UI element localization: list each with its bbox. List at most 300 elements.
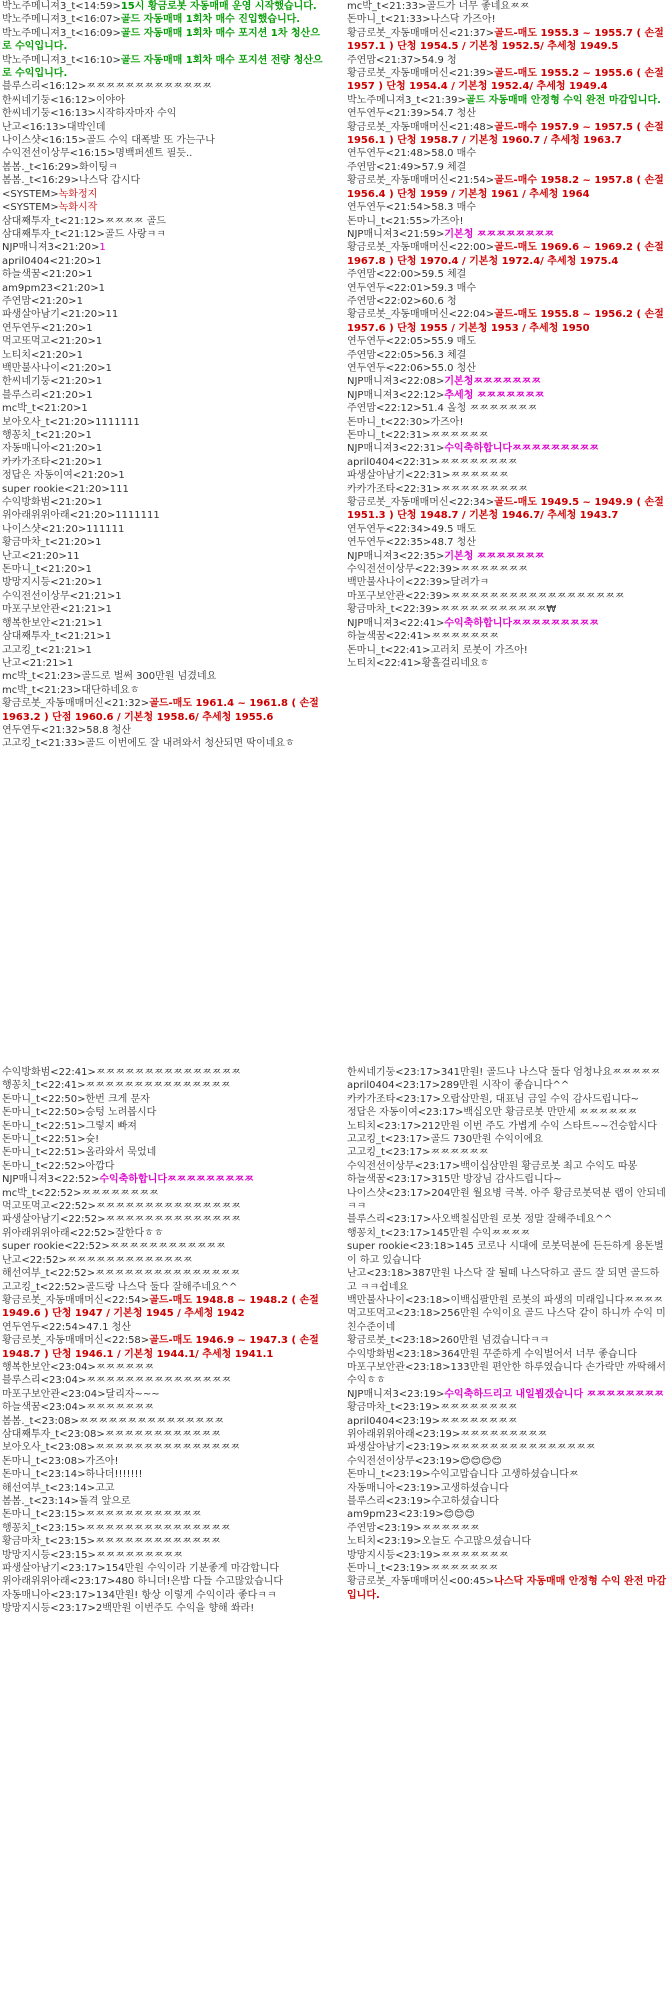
chat-nickname: 블루스리<21:20>	[2, 389, 87, 401]
chat-nickname: 행꽁치_t<23:17>	[347, 1227, 431, 1239]
chat-text: 골드 수익 대폭발 또 가는구나	[86, 135, 215, 147]
chat-message	[0, 389, 325, 402]
chat-nickname: 돈마니_t<22:51>	[2, 1147, 86, 1159]
chat-nickname: mc박_t<21:33>	[347, 1, 427, 12]
chat-message	[345, 1388, 670, 1401]
chat-message	[345, 1535, 670, 1548]
chat-message	[345, 1173, 670, 1186]
chat-message	[345, 362, 670, 375]
chat-message	[0, 1374, 325, 1387]
chat-nickname: 수익전선이상무<22:39>	[347, 564, 461, 576]
chat-nickname: 황금마차_t<22:39>	[347, 604, 441, 616]
chat-text: 골드 사랑ㅋㅋ	[104, 228, 166, 240]
chat-message	[0, 670, 325, 683]
chat-text: 54.9 청	[421, 54, 457, 66]
chat-nickname: 고고킹_t<21:33>	[2, 738, 86, 750]
chat-message	[345, 1227, 670, 1240]
chat-text: 골드-매수 1957.9 ~ 1957.5 ( 손절 1956.1 ) 단청 1958.7 / 기본청 1960.7 / 추세청 1963.7	[347, 121, 664, 147]
chat-message	[0, 282, 325, 295]
chat-message	[0, 496, 325, 509]
chat-text: ㅉㅉㅉㅉㅉㅉ	[430, 1147, 489, 1159]
chat-nickname: 자동매니아<23:17>	[2, 1589, 96, 1601]
chat-message	[0, 161, 325, 174]
chat-nickname: 해선여부_t<22:52>	[2, 1268, 96, 1280]
chat-text: 145 코로나 시대에 로봇덕분에 든든하게 용돈벌이 하고 있습니다	[347, 1241, 664, 1266]
chat-text: 골드-매수 1958.2 ~ 1957.8 ( 손절 1956.4 ) 단청 1959 / 기본청 1961 / 추세청 1964	[347, 175, 664, 200]
chat-text: 가즈아!	[430, 215, 464, 227]
chat-nickname: 방망지시등<23:17>	[2, 1603, 96, 1615]
chat-message	[345, 375, 670, 388]
chat-message	[345, 603, 670, 616]
chat-nickname: 먹고또먹고<21:20>	[2, 336, 96, 348]
chat-text: 황홀걸리네요ㅎ	[421, 657, 490, 669]
chat-message	[345, 308, 670, 335]
chat-text: 이백십팔만원 로봇의 파생의 미래입니다ㅉㅉㅉㅉ	[450, 1294, 663, 1306]
chat-nickname: 위아래위위아래<21:20>	[2, 510, 116, 522]
chat-message	[0, 241, 325, 254]
chat-message	[0, 1200, 325, 1213]
chat-message	[0, 201, 325, 214]
chat-nickname: 박노주메니져3_t<16:09>	[2, 27, 121, 39]
chat-message	[345, 13, 670, 26]
chat-message	[345, 416, 670, 429]
chat-message	[0, 1227, 325, 1240]
chat-text: 수익축하합니다ㅉㅉㅉㅉㅉㅉㅉㅉㅉ	[99, 1174, 254, 1186]
chat-nickname: 행복한보안<21:21>	[2, 617, 96, 629]
chat-nickname: 파생살아남기<22:52>	[2, 1214, 106, 1226]
chat-text: 골드 자동매매 1회차 매수 포지션 전량 청산으로 수익입니다.	[2, 54, 323, 80]
chat-message	[345, 295, 670, 308]
chat-nickname: 블루스리<16:12>	[2, 81, 87, 93]
chat-text: 😊😊😊	[443, 1509, 475, 1521]
chat-text: 1	[105, 604, 112, 616]
chat-nickname: 백만불사나이<23:18>	[347, 1294, 451, 1306]
chat-text: 1	[86, 389, 93, 401]
chat-text: 골드-매도 1955.2 ~ 1955.6 ( 손절 1957 ) 단청 1954.4 / 기본청 1952.4/ 추세청 1949.4	[347, 68, 664, 93]
chat-message	[0, 657, 325, 670]
chat-nickname: 노티치<22:41>	[347, 657, 422, 669]
chat-nickname: 파생살아남기<21:20>	[2, 309, 106, 321]
chat-text: 화이팅ㅋ	[79, 161, 118, 173]
chat-message	[0, 1173, 325, 1186]
chat-nickname: 하늘색꿈<23:04>	[2, 1402, 87, 1414]
chat-nickname: 황금로봇_t<23:18>	[347, 1335, 441, 1347]
chat-nickname: mc박_t<21:20>	[2, 403, 82, 415]
chat-text: ㅉㅉㅉㅉㅉㅉㅉㅉㅉㅉㅉㅉㅉㅉㅉ	[95, 1067, 241, 1078]
chat-message	[345, 617, 670, 630]
chat-text: 1	[95, 617, 103, 629]
chat-text: 289만원 시작이 좋습니다^^	[440, 1080, 570, 1092]
chat-nickname: 위아래위위아래<22:52>	[2, 1227, 116, 1239]
chat-message	[0, 1535, 325, 1548]
chat-message	[345, 1120, 670, 1133]
chat-nickname: 주연맘<21:20>	[2, 295, 77, 307]
chat-nickname: 하늘색꿈<21:20>	[2, 269, 87, 281]
chat-nickname: 돈마니_t<22:41>	[347, 644, 431, 656]
chat-text: 한번 크게 문자	[85, 1093, 150, 1105]
chat-text: 백이십삼만원 황금로봇 최고 수익도 따봉	[460, 1160, 638, 1172]
chat-message	[345, 1549, 670, 1562]
chat-message	[345, 1441, 670, 1454]
chat-nickname: 카카가조타<22:31>	[347, 483, 441, 495]
chat-text: 1	[85, 564, 92, 576]
chat-text: ㅉㅉㅉㅉㅉㅉㅉ	[86, 1402, 154, 1414]
chat-nickname: 카카가조타<23:17>	[347, 1093, 441, 1105]
chat-message	[345, 228, 670, 241]
chat-text: 수익축하드리고 내일뵙겠습니다 ㅉㅉㅉㅉㅉㅉㅉㅉ	[444, 1388, 664, 1400]
chat-nickname: 연두연두<22:34>	[347, 523, 432, 535]
chat-nickname: 나이스샷<23:17>	[347, 1187, 432, 1199]
chat-message	[0, 469, 325, 482]
chat-message	[345, 1213, 670, 1226]
chat-nickname: 해선여부_t<23:14>	[2, 1482, 96, 1494]
chat-message	[0, 228, 325, 241]
chat-text: 슛!	[85, 1134, 100, 1146]
chat-message	[0, 1146, 325, 1159]
chat-nickname: 연두연두<21:20>	[2, 322, 87, 334]
chat-nickname: 돈마니_t<23:19>	[347, 1563, 431, 1575]
chat-message	[0, 697, 325, 724]
chat-message	[0, 1415, 325, 1428]
chat-nickname: 한씨네기둥<23:17>	[347, 1067, 441, 1078]
chat-message	[345, 1160, 670, 1173]
chat-message	[0, 94, 325, 107]
chat-text: 55.0 청산	[431, 362, 476, 374]
chat-text: ㅉㅉㅉㅉㅉㅉㅉㅉㅉㅉㅉㅉㅉㅉㅉ	[85, 1080, 231, 1092]
chat-message	[345, 576, 670, 589]
chat-nickname: 하늘색꿈<23:17>	[347, 1174, 432, 1186]
chat-text: 하나더!!!!!!!	[85, 1469, 143, 1481]
chat-text: 올라와서 묵었네	[85, 1147, 157, 1159]
chat-nickname: 돈마니_t<23:19>	[347, 1469, 431, 1481]
chat-message	[0, 54, 325, 81]
chat-text: ㅉㅉㅉㅉㅉㅉㅉㅉㅉ	[460, 1428, 548, 1440]
chat-message	[345, 483, 670, 496]
chat-text: ㅉㅉㅉㅉㅉㅉ	[95, 1361, 154, 1373]
chat-message	[345, 174, 670, 201]
chat-nickname: 박노주메니져3_t<16:07>	[2, 14, 121, 26]
chat-text: 골드 730만원 수익이에요	[430, 1134, 543, 1146]
chat-message	[345, 1146, 670, 1159]
chat-text: ㅉㅉㅉㅉㅉㅉㅉㅉ	[440, 1415, 518, 1427]
chat-nickname: 수익전선이상무<21:21>	[2, 590, 116, 602]
chat-message	[345, 54, 670, 67]
chat-nickname: 블루스리<23:17>	[347, 1214, 432, 1226]
chat-message	[0, 483, 325, 496]
chat-text: 58.3 매수	[431, 202, 476, 214]
chat-message	[345, 282, 670, 295]
chat-message	[0, 1522, 325, 1535]
chat-message	[345, 1106, 670, 1119]
chat-message	[345, 1267, 670, 1294]
chat-message	[345, 1240, 670, 1267]
chat-nickname: 노티치<23:19>	[347, 1536, 422, 1548]
chat-text: ㅉㅉㅉㅉㅉㅉㅉㅉㅉㅉㅉㅉㅉ	[95, 1536, 221, 1548]
chat-nickname: 한씨네기둥<16:12>	[2, 94, 96, 106]
chat-nickname: NJP매니져3<21:20>	[2, 242, 100, 254]
chat-nickname: 황금로봇_자동매매머신<21:37>	[347, 27, 495, 39]
chat-text: ㅉㅉㅉㅉㅉㅉㅉㅉㅉㅉㅉㅉㅉㅉㅉ	[450, 1442, 596, 1454]
chat-message	[345, 1508, 670, 1521]
chat-text: 달리자~~~	[105, 1388, 160, 1400]
chat-message	[0, 134, 325, 147]
chat-message	[0, 188, 325, 201]
chat-nickname: am9pm23<21:20>	[2, 282, 99, 294]
chat-message	[345, 1575, 670, 1602]
chat-message	[0, 724, 325, 737]
chat-nickname: 박노주메니져3_t<16:10>	[2, 54, 121, 66]
chat-nickname: NJP매니져3<22:08>	[347, 376, 445, 388]
chat-nickname: 연두연두<21:39>	[347, 108, 432, 120]
chat-message	[345, 563, 670, 576]
chat-log-top-right	[345, 0, 670, 670]
chat-text: 나스닥 가즈아!	[430, 14, 496, 26]
chat-nickname: 황금마차_t<23:19>	[347, 1402, 441, 1414]
chat-nickname: 돈마니_t<23:15>	[2, 1509, 86, 1521]
chat-nickname: 난고<21:21>	[2, 657, 67, 669]
chat-text: ㅉㅉㅉㅉㅉㅉㅉㅉㅉㅉㅉㅉㅉㅉㅉ	[79, 1415, 224, 1427]
chat-nickname: 주연맘<21:49>	[347, 161, 422, 173]
chat-message	[0, 442, 325, 455]
chat-text: 골드-매도 1961.4 ~ 1961.8 ( 손절 1963.2 ) 단점 1960.6 / 기본청 1958.6/ 추세청 1955.6	[2, 698, 319, 723]
chat-message	[345, 1133, 670, 1146]
chat-text: ㅉㅉㅉㅉㅉㅉㅉ	[431, 631, 499, 643]
chat-nickname: 고고킹_t<21:21>	[2, 644, 86, 656]
chat-text: 56.3 체결	[421, 349, 467, 361]
chat-message	[0, 147, 325, 160]
chat-message	[0, 255, 325, 268]
chat-text: 고고	[95, 1482, 115, 1494]
chat-message	[0, 1562, 325, 1575]
chat-nickname: <SYSTEM>	[2, 202, 59, 214]
chat-message	[345, 429, 670, 442]
chat-nickname: 황금로봇_자동매매머신<00:45>	[347, 1576, 495, 1588]
chat-nickname: 봄봄._t<16:29>	[2, 161, 79, 173]
chat-message	[0, 550, 325, 563]
chat-message	[0, 1468, 325, 1481]
chat-text: ㅉㅉㅉㅉㅉㅉㅉㅉㅉㅉㅉㅉ	[85, 1509, 202, 1521]
chat-text: 480 하니더!은밥 다들 수고많았습니다	[115, 1576, 284, 1588]
chat-message	[345, 1428, 670, 1441]
chat-text: 111	[109, 483, 129, 495]
chat-message	[345, 67, 670, 94]
chat-nickname: 먹고또먹고<22:52>	[2, 1201, 96, 1213]
chat-message	[0, 1079, 325, 1092]
chat-text: 260만원 넘겼습니다ㅋㅋ	[440, 1335, 550, 1347]
chat-message	[0, 644, 325, 657]
chat-text: 가즈아!	[85, 1455, 119, 1467]
chat-message	[0, 335, 325, 348]
chat-text: 1	[95, 577, 103, 589]
chat-text: 골드랑 나스닥 둘다 잘해주네요^^	[85, 1281, 238, 1293]
chat-nickname: 노티치<23:17>	[347, 1120, 422, 1132]
chat-text: 골드가 너무 좋네요ㅉㅉ	[426, 1, 530, 12]
chat-text: 오늘도 수고많으셨습니다	[421, 1536, 532, 1548]
chat-text: 133만원 편안한 하루였습니다 손가락만 까딱해서 수익ㅎㅎ	[347, 1361, 666, 1387]
chat-message	[0, 1120, 325, 1133]
chat-message	[345, 389, 670, 402]
chat-nickname: NJP매니져3<22:35>	[347, 550, 445, 562]
chat-nickname: <SYSTEM>	[2, 188, 59, 200]
chat-message	[345, 550, 670, 563]
chat-message	[0, 509, 325, 522]
chat-nickname: 파생살아남기<23:17>	[2, 1563, 106, 1575]
chat-nickname: 연두연두<21:32>	[2, 724, 87, 736]
chat-message	[0, 349, 325, 362]
chat-message	[345, 1401, 670, 1414]
chat-message	[345, 107, 670, 120]
chat-message	[0, 1187, 325, 1200]
chat-text: ㅉㅉㅉㅉㅉㅉㅉ	[460, 564, 528, 576]
chat-message	[0, 1428, 325, 1441]
chat-nickname: 난고<16:13>	[2, 121, 67, 133]
chat-message	[0, 322, 325, 335]
chat-nickname: super rookie<23:18>	[347, 1241, 455, 1253]
chat-message	[0, 563, 325, 576]
chat-text: ㅉㅉㅉㅉㅉㅉㅉㅉㅉㅉㅉㅉㅉㅉ	[105, 1214, 241, 1226]
chat-text: 그렇지 빠져	[85, 1120, 137, 1132]
chat-nickname: 난고<23:18>	[347, 1268, 412, 1280]
chat-nickname: 돈마니_t<22:30>	[347, 416, 431, 428]
chat-message	[0, 80, 325, 93]
chat-text: ㅉㅉㅉㅉㅉㅉㅉㅉㅉㅉㅉㅉ	[104, 1428, 221, 1440]
chat-nickname: 삼대째투자_t<21:12>	[2, 228, 105, 240]
chat-text: 대박인데	[66, 121, 106, 133]
chat-text: 11	[66, 550, 80, 562]
chat-text: 364만원 꾸준하게 수익벌어서 너무 좋습니다	[440, 1348, 637, 1360]
chat-nickname: 봄봄._t<16:29>	[2, 175, 79, 187]
chat-text: ㅉㅉㅉㅉㅉㅉㅉㅉㅉㅉㅉㅉㅉ	[66, 1254, 193, 1266]
chat-text: 1	[115, 590, 122, 602]
chat-message	[0, 1589, 325, 1602]
chat-nickname: 연두연두<21:54>	[347, 202, 432, 214]
chat-text: 승텅 노려봅시다	[85, 1107, 157, 1119]
chat-log-bottom-left	[0, 1066, 325, 1616]
chat-message	[0, 1482, 325, 1495]
chat-text: 녹화시작	[58, 202, 98, 214]
chat-text: ㅉㅉㅉㅉㅉㅉㅉㅉㅉㅉㅉ₩	[440, 604, 557, 616]
chat-text: ㅉㅉㅉㅉㅉㅉㅉㅉ	[440, 456, 518, 468]
chat-text: 204만원 월요병 극복. 아주 황금로봇덕분 랩이 안되네ㅋㅋ	[347, 1187, 666, 1213]
chat-text: 골드 자동매매 안정형 수익 완전 마감입니다.	[465, 94, 661, 106]
chat-text: 315만 방장님 감사드립니다~	[431, 1174, 562, 1186]
chat-text: 55.9 매도	[431, 336, 476, 348]
chat-message	[0, 1321, 325, 1334]
chat-text: 154만원 수익이라 기분좋게 마감합니다	[105, 1563, 280, 1575]
chat-message	[345, 1562, 670, 1575]
chat-text: 145만원 수익ㅉㅉㅉㅉ	[430, 1227, 531, 1239]
chat-text: 212만원 이번 주도 가볍게 수익 스타트~~건승합시다	[421, 1120, 657, 1132]
chat-nickname: 방망지시등<23:15>	[2, 1549, 96, 1561]
chat-nickname: 주연맘<22:00>	[347, 269, 422, 281]
chat-text: ㅉㅉㅉㅉㅉㅉㅉㅉㅉㅉㅉㅉㅉㅉㅉ	[86, 1375, 232, 1387]
chat-text: 대단하네요ㅎ	[81, 684, 140, 696]
chat-nickname: 연두연두<22:05>	[347, 336, 432, 348]
chat-message	[345, 1307, 670, 1334]
chat-nickname: april0404<23:19>	[347, 1415, 441, 1427]
chat-text: 골드 자동매매 1회차 매수 포지션 1차 청산으로 수익입니다.	[2, 27, 320, 53]
chat-text: ㅉㅉㅉㅉㅉㅉㅉㅉㅉ	[95, 1549, 183, 1561]
chat-message	[345, 402, 670, 415]
chat-text: 수익축하합니다ㅉㅉㅉㅉㅉㅉㅉㅉㅉ	[444, 443, 599, 455]
chat-text: 1	[95, 376, 103, 388]
chat-nickname: 파생살아남기<22:31>	[347, 470, 451, 482]
chat-text: 49.5 매도	[431, 523, 476, 535]
chat-text: ㅉㅉㅉㅉㅉㅉㅉ	[440, 1549, 509, 1561]
chat-message	[0, 1133, 325, 1146]
chat-nickname: 주연맘<22:05>	[347, 349, 422, 361]
chat-text: 256만원 수익이요 골드 나스닥 같이 하니까 수익 미친수준이네	[347, 1308, 666, 1333]
chat-nickname: 연두연두<22:54>	[2, 1321, 87, 1333]
chat-nickname: 황금마차_t<21:20>	[2, 537, 96, 549]
chat-message	[345, 456, 670, 469]
chat-message	[0, 295, 325, 308]
chat-text: 59.3 매수	[431, 282, 476, 294]
chat-text: 사오백칠십만원 로봇 정말 잘해주네요^^	[431, 1214, 613, 1226]
chat-message	[345, 147, 670, 160]
chat-text: 기본청ㅉㅉㅉㅉㅉㅉㅉ	[444, 376, 541, 388]
chat-message	[345, 442, 670, 455]
chat-text: 134만원! 항상 이렇게 수익이라 좋다ㅋㅋ	[95, 1589, 277, 1601]
chat-message	[0, 1361, 325, 1374]
chat-message	[0, 523, 325, 536]
chat-text: 1	[95, 336, 103, 348]
chat-message	[0, 1281, 325, 1294]
chat-message	[0, 402, 325, 415]
chat-message	[345, 1495, 670, 1508]
chat-text: ㅉㅉㅉㅉㅉㅉ	[421, 1522, 480, 1534]
chat-message	[0, 1455, 325, 1468]
chat-nickname: 주연맘<22:02>	[347, 295, 422, 307]
chat-nickname: 돈마니_t<21:55>	[347, 215, 431, 227]
chat-message	[345, 161, 670, 174]
chat-nickname: 주연맘<23:19>	[347, 1522, 422, 1534]
chat-message	[345, 27, 670, 54]
chat-text: 2백만원 이번주도 수익을 향해 쏴라!	[95, 1603, 255, 1615]
chat-nickname: 자동매니아<21:20>	[2, 443, 96, 455]
chat-nickname: 보아오사_t<21:20>	[2, 416, 96, 428]
chat-text: 1111111	[115, 510, 160, 522]
chat-nickname: 돈마니_t<23:08>	[2, 1455, 86, 1467]
chat-message	[0, 268, 325, 281]
chat-nickname: 고고킹_t<23:17>	[347, 1147, 431, 1159]
chat-message	[345, 1334, 670, 1347]
chat-message	[0, 536, 325, 549]
chat-nickname: mc박_t<21:23>	[2, 684, 82, 696]
chat-message	[345, 1361, 670, 1388]
chat-message	[0, 576, 325, 589]
chat-nickname: 박노주메니져3_t<21:39>	[347, 94, 466, 106]
chat-text: 백십오만 황금로봇 만만세 ㅉㅉㅉㅉㅉㅉ	[463, 1107, 638, 1119]
chat-nickname: 마포구보안관<21:21>	[2, 604, 106, 616]
chat-text: 1	[95, 443, 103, 455]
chat-nickname: 황금로봇_자동매매머신<22:04>	[347, 309, 495, 321]
chat-nickname: 블루스리<23:19>	[347, 1496, 432, 1507]
chat-text: ㅉㅉㅉㅉㅉㅉㅉ	[430, 1563, 499, 1575]
chat-nickname: 행꽁치_t<22:41>	[2, 1080, 86, 1092]
chat-nickname: 백만불사나이<21:20>	[2, 362, 106, 374]
chat-message	[0, 308, 325, 321]
chat-message	[0, 1240, 325, 1253]
chat-nickname: NJP매니져3<22:52>	[2, 1174, 100, 1186]
chat-text: 잘한다ㅎㅎ	[115, 1227, 164, 1239]
chat-nickname: NJP매니져3<22:41>	[347, 617, 445, 629]
chat-message	[345, 1348, 670, 1361]
chat-text: 시작하자마자 수익	[95, 108, 177, 120]
chat-nickname: 행꽁치_t<21:20>	[2, 430, 86, 441]
chat-text: 1	[104, 631, 112, 643]
chat-message	[0, 603, 325, 616]
